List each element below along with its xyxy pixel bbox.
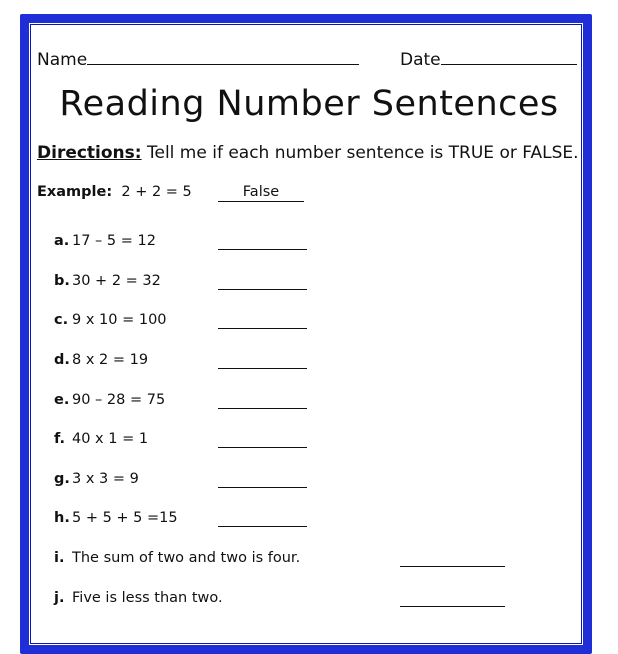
date-field bbox=[400, 50, 577, 70]
name-blank-line[interactable] bbox=[87, 50, 359, 65]
problem-a bbox=[54, 233, 156, 249]
problem-letter: b. bbox=[54, 273, 70, 289]
problem-text: 90 – 28 = 75 bbox=[72, 392, 166, 408]
problem-d bbox=[54, 352, 148, 368]
problem-letter: i. bbox=[54, 550, 65, 566]
name-label: Name bbox=[37, 50, 88, 70]
problem-letter: h. bbox=[54, 510, 70, 526]
problem-text: 3 x 3 = 9 bbox=[72, 471, 139, 487]
answer-line-f[interactable] bbox=[218, 447, 307, 448]
problem-text: 40 x 1 = 1 bbox=[72, 431, 149, 447]
answer-line-a[interactable] bbox=[218, 249, 307, 250]
problem-text: 5 + 5 + 5 =15 bbox=[72, 510, 178, 526]
answer-line-c[interactable] bbox=[218, 328, 307, 329]
date-label: Date bbox=[400, 50, 441, 70]
example-sentence: 2 + 2 = 5 bbox=[121, 184, 192, 200]
problem-text: Five is less than two. bbox=[72, 590, 223, 606]
problem-f bbox=[54, 431, 148, 447]
answer-line-j[interactable] bbox=[400, 606, 505, 607]
date-blank-line[interactable] bbox=[441, 50, 577, 65]
example bbox=[37, 184, 192, 200]
directions bbox=[37, 143, 579, 163]
example-answer: False bbox=[218, 184, 304, 202]
page-title: Reading Number Sentences bbox=[59, 84, 559, 124]
problem-text: 30 + 2 = 32 bbox=[72, 273, 161, 289]
problem-letter: c. bbox=[54, 312, 69, 328]
problem-b bbox=[54, 273, 161, 289]
problem-letter: j. bbox=[54, 590, 65, 606]
problem-text: 8 x 2 = 19 bbox=[72, 352, 149, 368]
answer-line-e[interactable] bbox=[218, 408, 307, 409]
problem-i bbox=[54, 550, 300, 566]
answer-line-d[interactable] bbox=[218, 368, 307, 369]
problem-letter: g. bbox=[54, 471, 70, 487]
problem-text: The sum of two and two is four. bbox=[72, 550, 301, 566]
problem-h bbox=[54, 510, 178, 526]
problem-j bbox=[54, 590, 223, 606]
name-field bbox=[37, 50, 359, 70]
problem-g bbox=[54, 471, 139, 487]
problem-letter: d. bbox=[54, 352, 70, 368]
answer-line-i[interactable] bbox=[400, 566, 505, 567]
problem-text: 17 – 5 = 12 bbox=[72, 233, 156, 249]
answer-line-b[interactable] bbox=[218, 289, 307, 290]
problem-text: 9 x 10 = 100 bbox=[72, 312, 167, 328]
directions-label: Directions: bbox=[37, 143, 142, 163]
problem-e bbox=[54, 392, 165, 408]
directions-text: Tell me if each number sentence is TRUE or FALSE. bbox=[141, 143, 579, 163]
problem-c bbox=[54, 312, 167, 328]
problem-letter: e. bbox=[54, 392, 70, 408]
answer-line-g[interactable] bbox=[218, 487, 307, 488]
problem-letter: a. bbox=[54, 233, 70, 249]
problem-letter: f. bbox=[54, 431, 66, 447]
example-label: Example: bbox=[37, 184, 113, 200]
answer-line-h[interactable] bbox=[218, 526, 307, 527]
